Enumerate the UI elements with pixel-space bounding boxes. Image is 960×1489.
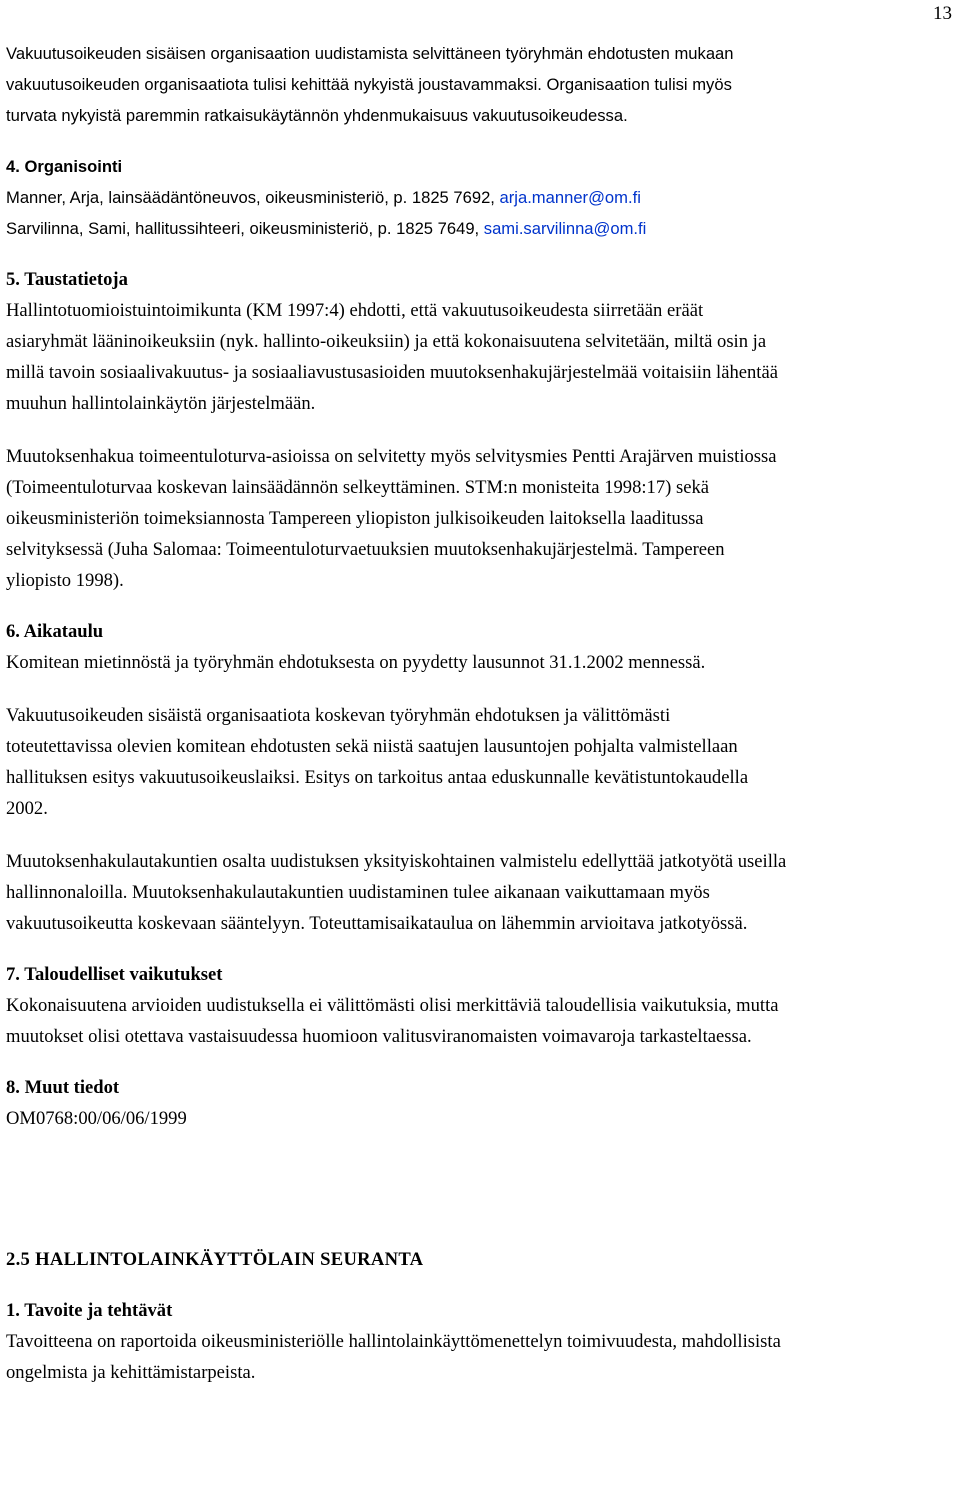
reference-number: OM0768:00/06/06/1999 — [6, 1108, 187, 1129]
text-line: Muutoksenhakua toimeentuloturva-asioissa on selvitetty myös selvitysmies Pentti Arajärven muistiossa — [6, 446, 777, 467]
schedule-paragraph-2 — [6, 700, 954, 824]
text-line: muuhun hallintolainkäytön järjestelmään. — [6, 393, 316, 414]
section-6-heading: 6. Aikataulu — [6, 621, 104, 642]
section-1-heading: 1. Tavoite ja tehtävät — [6, 1300, 173, 1321]
contact-text: Sarvilinna, Sami, hallitussihteeri, oikeusministeriö, p. 1825 7649, — [6, 219, 484, 238]
text-line: hallituksen esitys vakuutusoikeuslaiksi. Esitys on tarkoitus antaa eduskunnalle kevätistuntokaudella — [6, 767, 749, 788]
chapter-heading: 2.5 HALLINTOLAINKÄYTTÖLAIN SEURANTA — [6, 1249, 424, 1270]
contact-list — [6, 182, 954, 244]
schedule-paragraph-3 — [6, 846, 954, 939]
section-8-heading: 8. Muut tiedot — [6, 1077, 120, 1098]
text-line: Kokonaisuutena arvioiden uudistuksella ei välittömästi olisi merkittäviä taloudellisia vaikutuksia, mutta — [6, 995, 779, 1016]
intro-paragraph — [6, 38, 954, 131]
text-line: (Toimeentuloturvaa koskevan lainsäädännön selkeyttäminen. STM:n monisteita 1998:17) sekä — [6, 477, 710, 498]
text-line: yliopisto 1998). — [6, 570, 124, 591]
text-line: hallinnonaloilla. Muutoksenhakulautakuntien uudistaminen tulee aikanaan vaikuttamaan myös — [6, 882, 710, 903]
email-link[interactable]: arja.manner@om.fi — [499, 188, 641, 207]
section-5-heading: 5. Taustatietoja — [6, 269, 128, 290]
text-line: vakuutusoikeuden organisaatiota tulisi kehittää nykyistä joustavammaksi. Organisaation tulisi myös — [6, 75, 732, 94]
text-line: ongelmista ja kehittämistarpeista. — [6, 1362, 256, 1383]
page-number: 13 — [933, 3, 952, 24]
text-line: millä tavoin sosiaalivakuutus- ja sosiaaliavustusasioiden muutoksenhakujärjestelmää voitaisiin lähentää — [6, 362, 778, 383]
economic-paragraph — [6, 990, 954, 1052]
text-line: Muutoksenhakulautakuntien osalta uudistuksen yksityiskohtainen valmistelu edellyttää jatkotyötä useilla — [6, 851, 787, 872]
text-line: 2002. — [6, 798, 48, 819]
text-line: Hallintotuomioistuintoimikunta (KM 1997:4) ehdotti, että vakuutusoikeudesta siirretään eräät — [6, 300, 704, 321]
schedule-paragraph-1 — [6, 647, 954, 678]
text-line: Vakuutusoikeuden sisäisen organisaation uudistamista selvittäneen työryhmän ehdotusten mukaan — [6, 44, 734, 63]
background-paragraph-2 — [6, 441, 954, 596]
text-line: oikeusministeriön toimeksiannosta Tampereen yliopiston julkisoikeuden laitoksella laaditussa — [6, 508, 704, 529]
document-page — [6, 38, 954, 1388]
contact-line — [6, 213, 954, 244]
text-line: selvityksessä (Juha Salomaa: Toimeentuloturvaetuuksien muutoksenhakujärjestelmä. Tampereen — [6, 539, 725, 560]
email-link[interactable]: sami.sarvilinna@om.fi — [483, 219, 647, 238]
text-line: Tavoitteena on raportoida oikeusministeriölle hallintolainkäyttömenettelyn toimivuudesta, mahdollisista — [6, 1331, 781, 1352]
contact-line — [6, 182, 954, 213]
text-line: muutokset olisi otettava vastaisuudessa huomioon valitusviranomaisten voimavaroja tarkasteltaessa. — [6, 1026, 752, 1047]
text-line: toteutettavissa olevien komitean ehdotusten sekä niistä saatujen lausuntojen pohjalta valmistellaan — [6, 736, 738, 757]
text-line: vakuutusoikeutta koskevaan sääntelyyn. Toteuttamisaikataulua on lähemmin arvioitava jatkotyössä. — [6, 913, 748, 934]
text-line: Vakuutusoikeuden sisäistä organisaatiota koskevan työryhmän ehdotuksen ja välittömästi — [6, 705, 671, 726]
objective-paragraph — [6, 1326, 954, 1388]
background-paragraph-1 — [6, 295, 954, 419]
section-4-heading: 4. Organisointi — [6, 157, 123, 176]
contact-text: Manner, Arja, lainsäädäntöneuvos, oikeusministeriö, p. 1825 7692, — [6, 188, 500, 207]
text-line: turvata nykyistä paremmin ratkaisukäytännön yhdenmukaisuus vakuutusoikeudessa. — [6, 106, 628, 125]
section-7-heading: 7. Taloudelliset vaikutukset — [6, 964, 223, 985]
text-line: Komitean mietinnöstä ja työryhmän ehdotuksesta on pyydetty lausunnot 31.1.2002 mennessä. — [6, 652, 706, 673]
text-line: asiaryhmät lääninoikeuksiin (nyk. hallinto-oikeuksiin) ja että kokonaisuutena selvitetään, miltä osin ja — [6, 331, 767, 352]
